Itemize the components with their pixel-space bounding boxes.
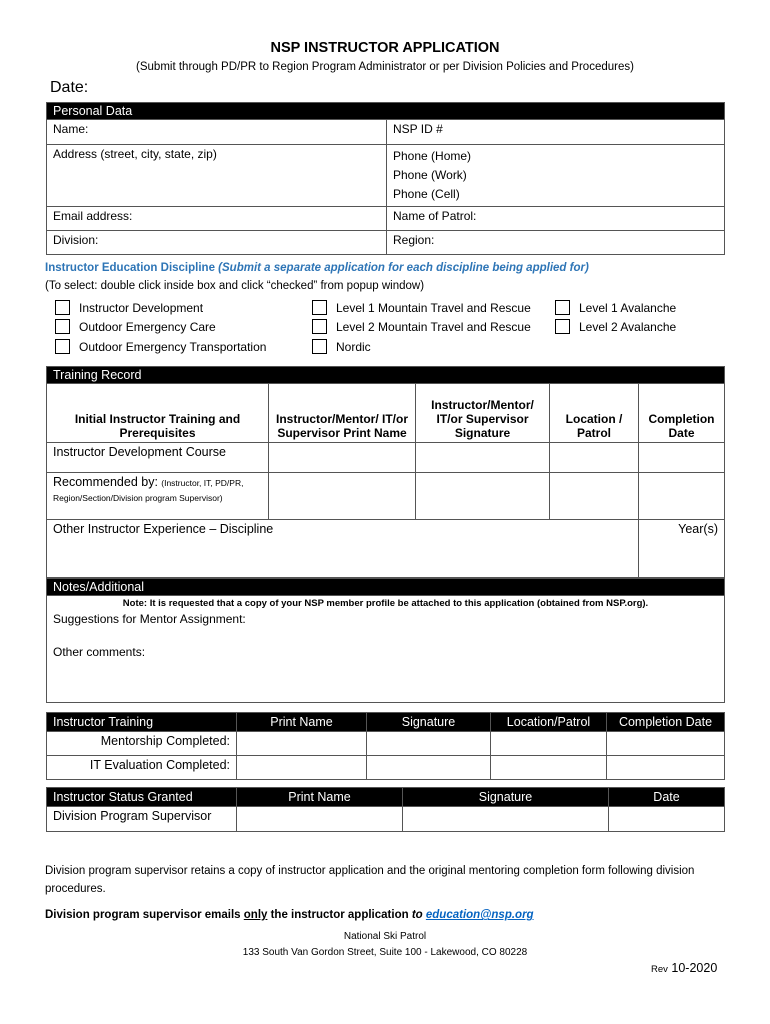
status-header-date: Date — [609, 788, 725, 807]
date-label: Date: — [50, 79, 89, 96]
training-row-idc: Instructor Development Course — [47, 443, 269, 473]
notes-table — [46, 578, 725, 703]
notes-note: Note: It is requested that a copy of your NSP member profile be attached to this application (obtained from NSP.org). — [122, 598, 649, 609]
status-cell[interactable] — [609, 807, 725, 832]
notes-body[interactable] — [47, 596, 725, 703]
nsp-id-field[interactable]: NSP ID # — [387, 120, 725, 145]
notes-header: Notes/Additional — [47, 579, 725, 596]
training-row-recommended — [47, 473, 269, 520]
checkbox-box[interactable] — [555, 300, 570, 315]
checkbox-outdoor-emergency-transportation[interactable] — [55, 339, 266, 354]
education-email-link[interactable]: education@nsp.org — [425, 909, 534, 921]
discipline-heading-note: (Submit a separate application for each discipline being applied for) — [218, 262, 589, 274]
checkbox-label: Level 1 Avalanche — [579, 300, 677, 315]
notes-other: Other comments: — [53, 645, 146, 659]
footer-org-name: National Ski Patrol — [343, 931, 427, 942]
status-header-print-name: Print Name — [237, 788, 403, 807]
checkbox-nordic[interactable] — [312, 339, 371, 354]
revision-value: 10-2020 — [671, 961, 718, 975]
checkbox-level1-avalanche[interactable] — [555, 300, 676, 315]
training-col-print-name: Instructor/Mentor/ IT/or Supervisor Print Name — [269, 384, 416, 443]
it-header-signature: Signature — [367, 713, 491, 732]
it-header-date: Completion Date — [607, 713, 725, 732]
it-cell[interactable] — [367, 756, 491, 780]
it-header-training: Instructor Training — [47, 713, 237, 732]
it-cell[interactable] — [491, 732, 607, 756]
it-cell[interactable] — [237, 756, 367, 780]
checkbox-box[interactable] — [312, 339, 327, 354]
address-field[interactable]: Address (street, city, state, zip) — [47, 145, 387, 207]
personal-data-table — [46, 102, 725, 255]
revision — [651, 961, 717, 975]
footer-email-to: to — [411, 909, 423, 921]
checkbox-label: Level 1 Mountain Travel and Rescue — [336, 300, 531, 315]
phone-work-label: Phone (Work) — [393, 168, 467, 182]
checkbox-label: Instructor Development — [79, 300, 204, 315]
revision-label: Rev — [651, 964, 668, 975]
status-cell[interactable] — [403, 807, 609, 832]
it-header-print-name: Print Name — [237, 713, 367, 732]
training-cell[interactable] — [269, 443, 416, 473]
recommended-sub: (Instructor, IT, PD/PR, Region/Section/Division program Supervisor) — [53, 478, 244, 503]
status-row-supervisor: Division Program Supervisor — [47, 807, 237, 832]
division-field[interactable]: Division: — [47, 231, 387, 255]
training-col-date: Completion Date — [639, 384, 725, 443]
status-header-granted: Instructor Status Granted — [47, 788, 237, 807]
personal-data-header: Personal Data — [47, 103, 725, 120]
checkbox-level1-mtr[interactable] — [312, 300, 531, 315]
phone-cell-label: Phone (Cell) — [393, 187, 460, 201]
checkbox-label: Nordic — [336, 339, 371, 354]
training-cell[interactable] — [416, 443, 550, 473]
training-col-initial: Initial Instructor Training and Prerequisites — [47, 384, 269, 443]
discipline-heading — [45, 262, 589, 274]
email-field[interactable]: Email address: — [47, 207, 387, 231]
training-cell[interactable] — [550, 473, 639, 520]
it-cell[interactable] — [607, 756, 725, 780]
name-field[interactable]: Name: — [47, 120, 387, 145]
page-subtitle: (Submit through PD/PR to Region Program Administrator or per Division Policies and Procedures) — [136, 61, 634, 73]
phone-home-label: Phone (Home) — [393, 149, 472, 163]
checkbox-box[interactable] — [555, 319, 570, 334]
training-record-table — [46, 366, 725, 578]
checkbox-box[interactable] — [55, 339, 70, 354]
checkbox-instructor-development[interactable] — [55, 300, 203, 315]
checkbox-box[interactable] — [312, 300, 327, 315]
footer-retains-text: Division program supervisor retains a copy of instructor application and the original mentoring completion form following division procedures. — [45, 865, 695, 895]
checkbox-label: Outdoor Emergency Care — [79, 319, 216, 334]
checkbox-outdoor-emergency-care[interactable] — [55, 319, 216, 334]
checkbox-label: Level 2 Avalanche — [579, 319, 677, 334]
footer-address: 133 South Van Gordon Street, Suite 100 - Lakewood, CO 80228 — [242, 947, 528, 958]
discipline-heading-text: Instructor Education Discipline — [45, 262, 215, 274]
notes-suggestions: Suggestions for Mentor Assignment: — [53, 612, 246, 626]
recommended-label: Recommended by: — [53, 475, 158, 489]
training-row-years[interactable]: Year(s) — [639, 520, 725, 578]
status-table — [46, 787, 725, 832]
training-cell[interactable] — [550, 443, 639, 473]
training-cell[interactable] — [416, 473, 550, 520]
status-header-signature: Signature — [403, 788, 609, 807]
training-record-header: Training Record — [47, 367, 725, 384]
checkbox-level2-mtr[interactable] — [312, 319, 531, 334]
checkbox-label: Level 2 Mountain Travel and Rescue — [336, 319, 531, 334]
training-cell[interactable] — [639, 443, 725, 473]
instructor-training-table — [46, 712, 725, 780]
it-cell[interactable] — [607, 732, 725, 756]
select-note: (To select: double click inside box and click “checked” from popup window) — [45, 280, 425, 292]
footer-email-only: only — [243, 909, 268, 921]
checkbox-label: Outdoor Emergency Transportation — [79, 339, 267, 354]
training-cell[interactable] — [269, 473, 416, 520]
page-title: NSP INSTRUCTOR APPLICATION — [270, 40, 500, 56]
region-field[interactable]: Region: — [387, 231, 725, 255]
checkbox-box[interactable] — [55, 300, 70, 315]
it-row-evaluation: IT Evaluation Completed: — [47, 756, 237, 780]
training-row-other-experience[interactable]: Other Instructor Experience – Discipline — [47, 520, 639, 578]
checkbox-box[interactable] — [55, 319, 70, 334]
it-header-location: Location/Patrol — [491, 713, 607, 732]
training-col-location: Location / Patrol — [550, 384, 639, 443]
checkbox-level2-avalanche[interactable] — [555, 319, 676, 334]
training-col-signature: Instructor/Mentor/ IT/or Supervisor Signature — [416, 384, 550, 443]
patrol-field[interactable]: Name of Patrol: — [387, 207, 725, 231]
footer-email-instruction — [45, 907, 534, 925]
footer-email-text-b: the instructor application — [267, 909, 412, 921]
phone-fields[interactable] — [387, 145, 725, 207]
it-row-mentorship: Mentorship Completed: — [47, 732, 237, 756]
footer-email-text-a: Division program supervisor emails — [45, 909, 244, 921]
it-cell[interactable] — [237, 732, 367, 756]
status-cell[interactable] — [237, 807, 403, 832]
it-cell[interactable] — [367, 732, 491, 756]
it-cell[interactable] — [491, 756, 607, 780]
training-cell[interactable] — [639, 473, 725, 520]
checkbox-box[interactable] — [312, 319, 327, 334]
